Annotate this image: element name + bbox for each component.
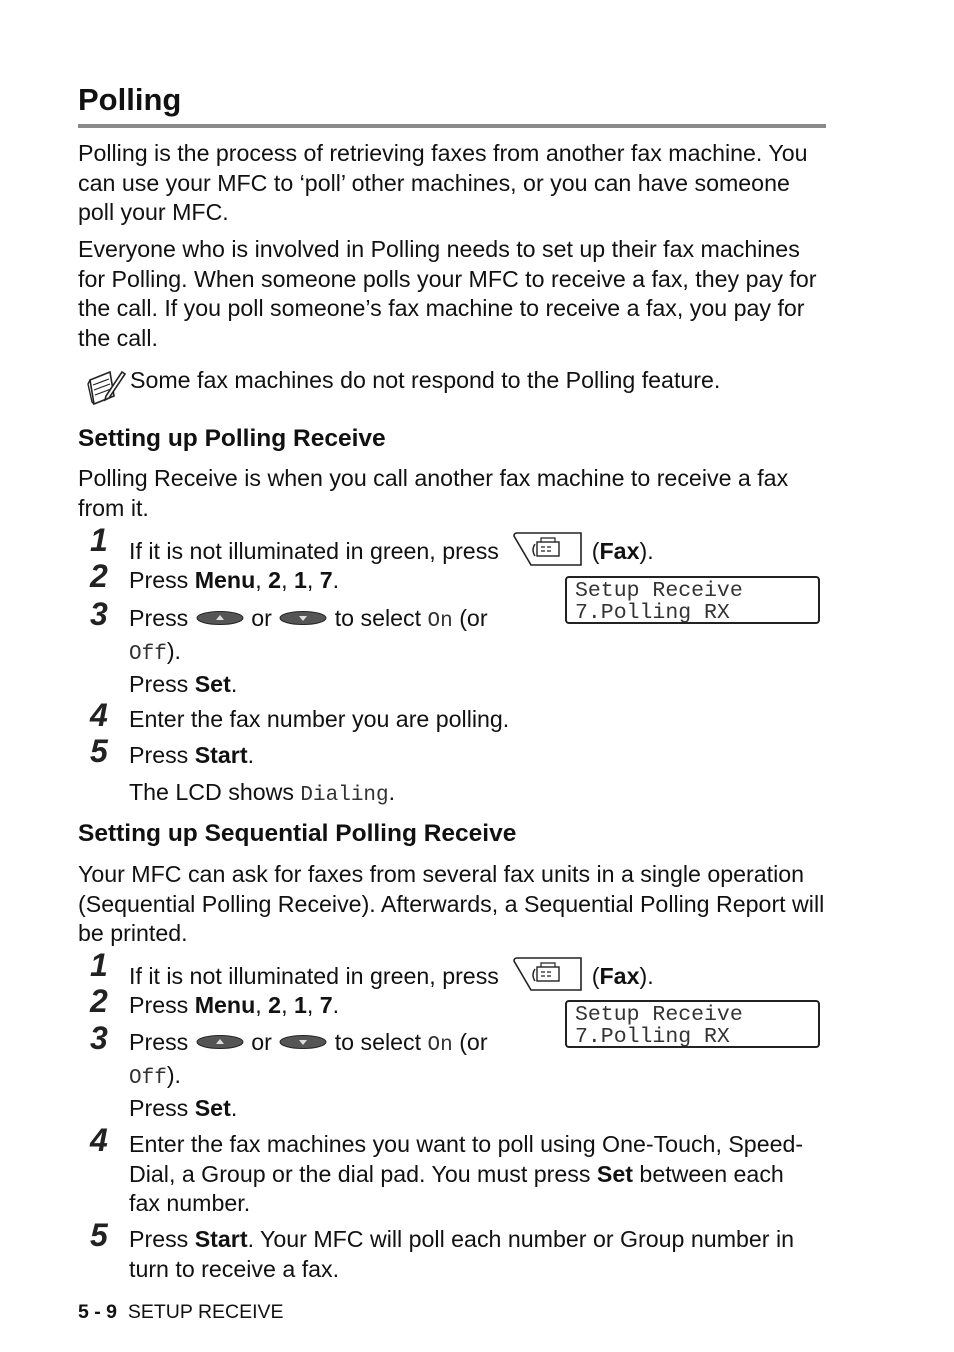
up-arrow-button-icon[interactable] [195,605,245,635]
step-5-text: Press Start. [129,742,255,768]
section-intro-polling-receive: Polling Receive is when you call another fax machine to receive a fax from it. [78,465,789,521]
step-5-text: Press Start. Your MFC will poll each number or Group number in turn to receive a fax. [129,1226,795,1282]
intro-paragraph-1: Polling is the process of retrieving faxes from another fax machine. You can use your MFC to ‘poll’ other machines, or you can have someone poll your MFC. [78,140,808,226]
page-title: Polling [78,82,182,117]
step-1-text: If it is not illuminated in green, press (Fax). [129,530,654,576]
section-heading-polling-receive: Setting up Polling Receive [78,425,386,452]
step-text: If it is not illuminated in green, press [129,537,499,564]
title-rule [78,124,826,128]
section-heading-sequential-polling: Setting up Sequential Polling Receive [78,820,517,847]
menu-key: Menu [194,992,256,1018]
lcd-line-2: 7.Polling RX [575,601,730,625]
start-key: Start [194,1226,248,1252]
step-2-text: Press Menu, 2, 1, 7. [129,992,340,1018]
start-key: Start [194,742,248,768]
set-key: Set [596,1160,633,1187]
step-3-press-set: Press Set. [129,671,238,697]
intro-paragraph-2: Everyone who is involved in Polling needs to set up their fax machines for Polling. When someone polls your MFC to receive a fax, they pay for the call. If you poll someone’s fax machine to receive a fax, you pay for the call. [78,236,817,351]
lcd-line-1: Setup Receive [575,579,743,603]
fax-label: Fax [599,537,640,564]
set-key: Set [194,671,231,697]
step-4-text: Enter the fax machines you want to poll using One-Touch, Speed-Dial, a Group or the dial pad. You must press Set between each fax number. [129,1131,804,1217]
step-3-text: Press or to select On (or Off). [129,605,488,666]
lcd-option-on: On [427,610,453,633]
step-3-press-set: Press Set. [129,1095,238,1121]
step-number: 5 [90,733,108,769]
page-number: 5 - 9 [78,1301,118,1323]
lcd-display [565,1000,820,1048]
lcd-dialing: Dialing [300,784,389,807]
lcd-line-2: 7.Polling RX [575,1025,730,1049]
page-footer [78,1301,284,1324]
note-pencil-icon [84,366,126,413]
down-arrow-button-icon[interactable] [278,605,328,635]
chapter-name: SETUP RECEIVE [127,1301,284,1323]
lcd-display [565,576,820,624]
lcd-option-off: Off [129,1066,167,1090]
step-number: 2 [90,983,108,1019]
step-number: 4 [90,1122,108,1158]
lcd-option-off: Off [129,642,167,666]
step-number: 4 [90,697,108,733]
step-1-text: If it is not illuminated in green, press (Fax). [129,955,654,1001]
lcd-line-1: Setup Receive [575,1003,743,1027]
lcd-option-on: On [427,1034,453,1057]
fax-button-icon[interactable] [505,530,585,576]
step-number: 5 [90,1217,108,1253]
section-intro-sequential-polling: Your MFC can ask for faxes from several fax units in a single operation (Sequential Polling Receive). Afterwards, a Sequential Polling Report will be printed. [78,861,825,947]
note-text: Some fax machines do not respond to the Polling feature. [130,367,721,393]
step-number: 3 [90,1020,108,1056]
step-number: 2 [90,558,108,594]
up-arrow-button-icon[interactable] [195,1029,245,1059]
step-3-text: Press or to select On (or Off). [129,1029,488,1090]
set-key: Set [194,1095,231,1121]
step-number: 1 [90,947,108,983]
step-5-lcd-text: The LCD shows Dialing. [129,779,396,807]
step-number: 1 [90,522,108,558]
step-4-text: Enter the fax number you are polling. [129,706,510,732]
fax-label: Fax [599,962,640,989]
menu-key: Menu [194,567,256,593]
fax-button-icon[interactable] [505,955,585,1001]
step-number: 3 [90,596,108,632]
down-arrow-button-icon[interactable] [278,1029,328,1059]
step-2-text: Press Menu, 2, 1, 7. [129,567,340,593]
